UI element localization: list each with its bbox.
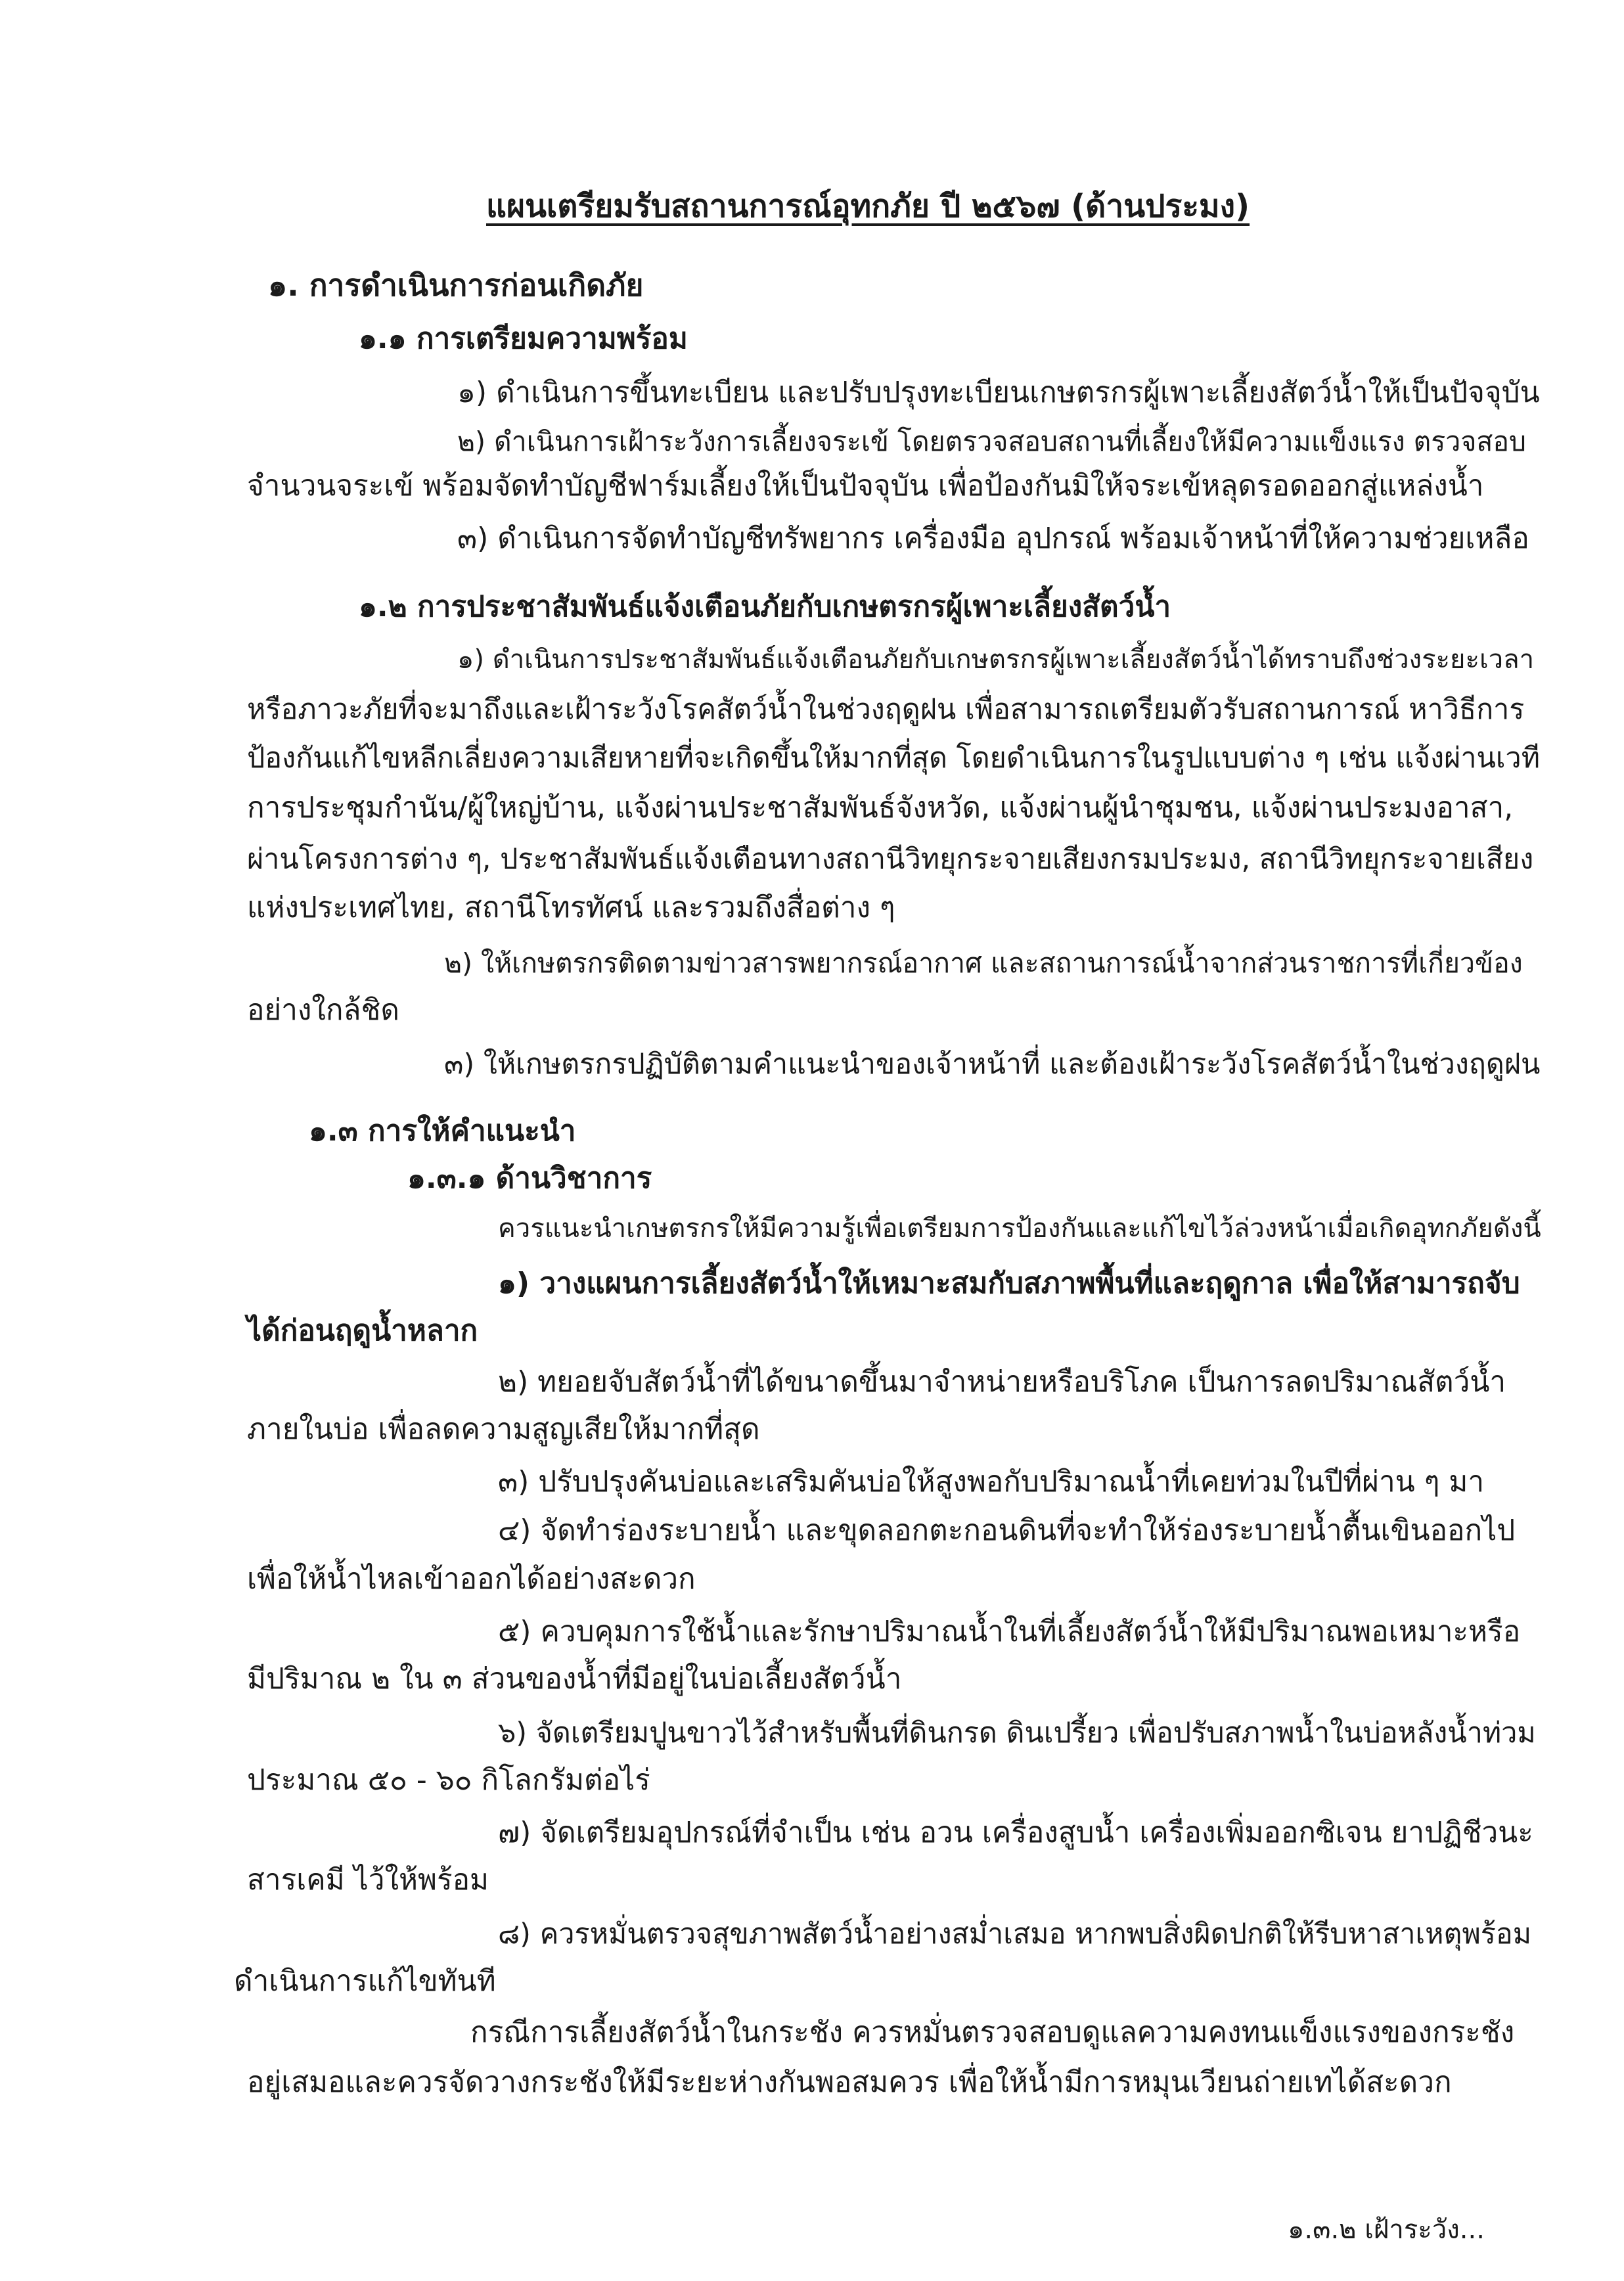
section-1-3-1-heading: ๑.๓.๑ ด้านวิชาการ — [407, 1162, 652, 1195]
section-1-3-1-item-4-line-2: เพื่อให้น้ำไหลเข้าออกได้อย่างสะดวก — [247, 1562, 696, 1596]
section-1-2-item-1-line-1: ๑) ดำเนินการประชาสัมพันธ์แจ้งเตือนภัยกับเกษตรกรผู้เพาะเลี้ยงสัตว์น้ำได้ทราบถึงช่วงระยะเวลา — [457, 644, 1535, 675]
section-1-3-1-item-5-line-1: ๕) ควบคุมการใช้น้ำและรักษาปริมาณน้ำในที่เลี้ยงสัตว์น้ำให้มีปริมาณพอเหมาะหรือ — [498, 1615, 1521, 1648]
section-1-3-1-item-7-line-2: สารเคมี ไว้ให้พร้อม — [247, 1863, 489, 1897]
section-1-3-1-item-8-line-2: ดำเนินการแก้ไขทันที — [234, 1964, 496, 1998]
section-1-3-1-cage-line-2: อยู่เสมอและควรจัดวางกระชังให้มีระยะห่างกันพอสมควร เพื่อให้น้ำมีการหมุนเวียนถ่ายเทได้สะดวก — [247, 2066, 1452, 2099]
section-1-heading: ๑. การดำเนินการก่อนเกิดภัย — [268, 267, 644, 303]
section-1-3-1-intro: ควรแนะนำเกษตรกรให้มีความรู้เพื่อเตรียมการป้องกันและแก้ไขไว้ล่วงหน้าเมื่อเกิดอุทกภัยดังนี้ — [498, 1213, 1541, 1244]
section-1-1-item-2-line-1: ๒) ดำเนินการเฝ้าระวังการเลี้ยงจระเข้ โดยตรวจสอบสถานที่เลี้ยงให้มีความแข็งแรง ตรวจสอบ — [457, 426, 1527, 457]
section-1-2-item-1-line-5: ผ่านโครงการต่าง ๆ, ประชาสัมพันธ์แจ้งเตือนทางสถานีวิทยุกระจายเสียงกรมประมง, สถานีวิทยุกระจายเสียง — [247, 843, 1534, 876]
section-1-3-1-item-7-line-1: ๗) จัดเตรียมอุปกรณ์ที่จำเป็น เช่น อวน เครื่องสูบน้ำ เครื่องเพิ่มออกซิเจน ยาปฏิชีวนะ — [498, 1816, 1533, 1849]
section-1-2-heading: ๑.๒ การประชาสัมพันธ์แจ้งเตือนภัยกับเกษตรกรผู้เพาะเลี้ยงสัตว์น้ำ — [359, 590, 1171, 623]
section-1-3-1-item-4-line-1: ๔) จัดทำร่องระบายน้ำ และขุดลอกตะกอนดินที่จะทำให้ร่องระบายน้ำตื้นเขินออกไป — [498, 1514, 1516, 1547]
section-1-3-1-item-2-line-1: ๒) ทยอยจับสัตว์น้ำที่ได้ขนาดขึ้นมาจำหน่ายหรือบริโภค เป็นการลดปริมาณสัตว์น้ำ — [498, 1365, 1506, 1399]
section-1-2-item-1-line-2: หรือภาวะภัยที่จะมาถึงและเฝ้าระวังโรคสัตว์น้ำในช่วงฤดูฝน เพื่อสามารถเตรียมตัวรับสถานการณ์ หาวิธีการ — [247, 693, 1525, 726]
continuation-footer: ๑.๓.๒ เฝ้าระวัง... — [1288, 2215, 1485, 2245]
section-1-3-1-item-6-line-2: ประมาณ ๕๐ - ๖๐ กิโลกรัมต่อไร่ — [247, 1763, 650, 1797]
section-1-2-item-3: ๓) ให้เกษตรกรปฏิบัติตามคำแนะนำของเจ้าหน้าที่ และต้องเฝ้าระวังโรคสัตว์น้ำในช่วงฤดูฝน — [444, 1048, 1541, 1081]
section-1-3-1-item-1-line-2: ได้ก่อนฤดูน้ำหลาก — [247, 1314, 478, 1347]
section-1-3-1-item-2-line-2: ภายในบ่อ เพื่อลดความสูญเสียให้มากที่สุด — [247, 1412, 760, 1446]
section-1-2-item-1-line-3: ป้องกันแก้ไขหลีกเลี่ยงความเสียหายที่จะเกิดขึ้นให้มากที่สุด โดยดำเนินการในรูปแบบต่าง ๆ เช่น แจ้งผ่านเวที — [247, 742, 1541, 775]
section-1-3-1-cage-line-1: กรณีการเลี้ยงสัตว์น้ำในกระชัง ควรหมั่นตรวจสอบดูแลความคงทนแข็งแรงของกระชัง — [470, 2016, 1515, 2049]
section-1-2-item-2-line-2: อย่างใกล้ชิด — [247, 993, 399, 1027]
section-1-2-item-1-line-4: การประชุมกำนัน/ผู้ใหญ่บ้าน, แจ้งผ่านประชาสัมพันธ์จังหวัด, แจ้งผ่านผู้นำชุมชน, แจ้งผ่านประมงอาสา, — [247, 791, 1514, 824]
section-1-3-heading: ๑.๓ การให้คำแนะนำ — [309, 1114, 576, 1148]
section-1-1-item-3: ๓) ดำเนินการจัดทำบัญชีทรัพยากร เครื่องมือ อุปกรณ์ พร้อมเจ้าหน้าที่ให้ความช่วยเหลือ — [457, 522, 1529, 555]
section-1-3-1-item-8-line-1: ๘) ควรหมั่นตรวจสุขภาพสัตว์น้ำอย่างสม่ำเสมอ หากพบสิ่งผิดปกติให้รีบหาสาเหตุพร้อม — [498, 1918, 1532, 1951]
section-1-3-1-item-3: ๓) ปรับปรุงคันบ่อและเสริมคันบ่อให้สูงพอกับปริมาณน้ำที่เคยท่วมในปีที่ผ่าน ๆ มา — [498, 1465, 1485, 1499]
section-1-3-1-item-1-line-1: ๑) วางแผนการเลี้ยงสัตว์น้ำให้เหมาะสมกับสภาพพื้นที่และฤดูกาล เพื่อให้สามารถจับ — [498, 1267, 1520, 1300]
section-1-3-1-item-5-line-2: มีปริมาณ ๒ ใน ๓ ส่วนของน้ำที่มีอยู่ในบ่อเลี้ยงสัตว์น้ำ — [247, 1662, 902, 1696]
section-1-2-item-1-line-6: แห่งประเทศไทย, สถานีโทรทัศน์ และรวมถึงสื่อต่าง ๆ — [247, 891, 895, 924]
section-1-1-heading: ๑.๑ การเตรียมความพร้อม — [359, 322, 688, 355]
document-title: แผนเตรียมรับสถานการณ์อุทกภัย ปี ๒๕๖๗ (ด้านประมง) — [486, 188, 1250, 225]
section-1-1-item-2-line-2: จำนวนจระเข้ พร้อมจัดทำบัญชีฟาร์มเลี้ยงให้เป็นปัจจุบัน เพื่อป้องกันมิให้จระเข้หลุดรอดออกสู่แหล่งน้ำ — [247, 469, 1484, 503]
section-1-1-item-1: ๑) ดำเนินการขึ้นทะเบียน และปรับปรุงทะเบียนเกษตรกรผู้เพาะเลี้ยงสัตว์น้ำให้เป็นปัจจุบัน — [457, 376, 1540, 409]
section-1-3-1-item-6-line-1: ๖) จัดเตรียมปูนขาวไว้สำหรับพื้นที่ดินกรด ดินเปรี้ยว เพื่อปรับสภาพน้ำในบ่อหลังน้ำท่วม — [498, 1717, 1536, 1750]
section-1-2-item-2-line-1: ๒) ให้เกษตรกรติดตามข่าวสารพยากรณ์อากาศ และสถานการณ์น้ำจากส่วนราชการที่เกี่ยวข้อง — [444, 947, 1523, 979]
